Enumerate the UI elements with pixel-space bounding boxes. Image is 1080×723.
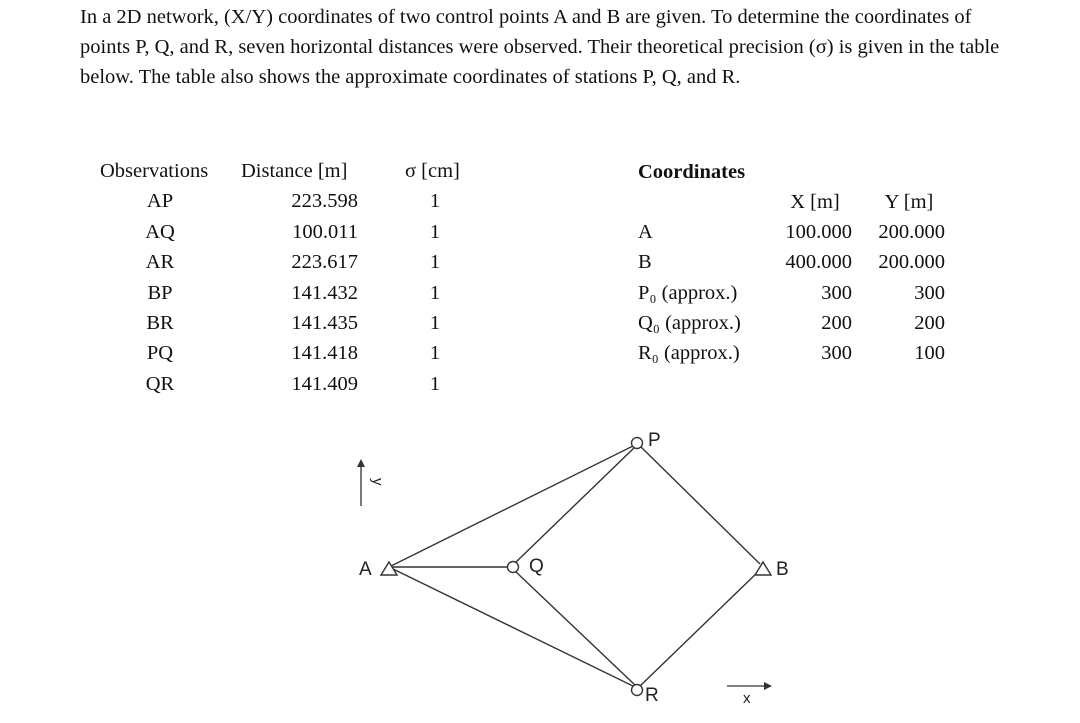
point-name: P₀ (approx.) xyxy=(638,282,738,304)
circle-Q-icon xyxy=(508,562,519,573)
label-Q: Q xyxy=(529,556,544,577)
problem-statement: In a 2D network, (X/Y) coordinates of two control points A and B are given. To determine the coordinates of points P, Q, and R, seven horizontal distances were observed. Their theoretical precision (σ) is given in the table below. The table also shows the approximate coordinates of stations P, Q, and R. xyxy=(80,6,1000,88)
x-value: 200 xyxy=(821,312,852,334)
y-value: 200.000 xyxy=(878,251,945,273)
distance-cell: 223.598 xyxy=(291,190,358,212)
distance-cell: 223.617 xyxy=(291,251,358,273)
distance-cell: 100.011 xyxy=(292,221,358,243)
edge-AR xyxy=(389,567,637,688)
y-value: 200.000 xyxy=(878,221,945,243)
edge-QR xyxy=(515,571,636,686)
sigma-cell: 1 xyxy=(429,342,441,364)
x-value: 300 xyxy=(821,282,852,304)
point-name: A xyxy=(638,221,653,243)
obs-cell: AQ xyxy=(145,221,175,243)
sigma-cell: 1 xyxy=(429,282,441,304)
y-axis-label: y xyxy=(369,478,386,486)
x-value: 100.000 xyxy=(785,221,852,243)
distance-cell: 141.418 xyxy=(291,342,358,364)
sigma-cell: 1 xyxy=(429,221,441,243)
sigma-cell: 1 xyxy=(429,251,441,273)
point-name: R₀ (approx.) xyxy=(638,342,740,364)
y-value: 100 xyxy=(914,342,945,364)
coordinates-title: Coordinates xyxy=(638,161,746,183)
distance-cell: 141.409 xyxy=(291,373,358,395)
obs-cell: AR xyxy=(145,251,175,273)
y-value: 200 xyxy=(914,312,945,334)
y-header: Y [m] xyxy=(884,191,934,213)
edge-BR xyxy=(640,570,760,686)
edge-PQ xyxy=(515,446,636,563)
obs-cell: QR xyxy=(145,373,175,395)
x-value: 400.000 xyxy=(785,251,852,273)
obs-cell: BP xyxy=(147,282,173,304)
y-value: 300 xyxy=(914,282,945,304)
label-P: P xyxy=(648,430,661,451)
sigma-cell: 1 xyxy=(429,312,441,334)
obs-cell: AP xyxy=(146,190,174,212)
x-header: X [m] xyxy=(790,191,840,213)
x-axis-label: x xyxy=(743,690,751,707)
sigma-cell: 1 xyxy=(429,373,441,395)
obs-cell: PQ xyxy=(146,342,174,364)
distance-cell: 141.432 xyxy=(291,282,358,304)
x-value: 300 xyxy=(821,342,852,364)
distance-cell: 141.435 xyxy=(291,312,358,334)
circle-P-icon xyxy=(632,438,643,449)
triangle-B-icon xyxy=(755,562,771,575)
sigma-header: σ [cm] xyxy=(405,160,460,182)
triangle-A-icon xyxy=(381,562,397,575)
sigma-cell: 1 xyxy=(429,190,441,212)
circle-R-icon xyxy=(632,685,643,696)
distance-header: Distance [m] xyxy=(241,160,348,182)
y-axis-arrow-icon xyxy=(357,459,365,467)
label-R: R xyxy=(645,685,659,706)
obs-cell: BR xyxy=(146,312,174,334)
label-B: B xyxy=(776,559,789,580)
label-A: A xyxy=(359,559,372,580)
point-name: B xyxy=(638,251,652,273)
edge-AP xyxy=(389,444,637,567)
edge-BP xyxy=(640,446,760,564)
point-name: Q₀ (approx.) xyxy=(638,312,741,334)
obs-header: Observations xyxy=(100,160,209,182)
x-axis-arrow-icon xyxy=(764,682,772,690)
